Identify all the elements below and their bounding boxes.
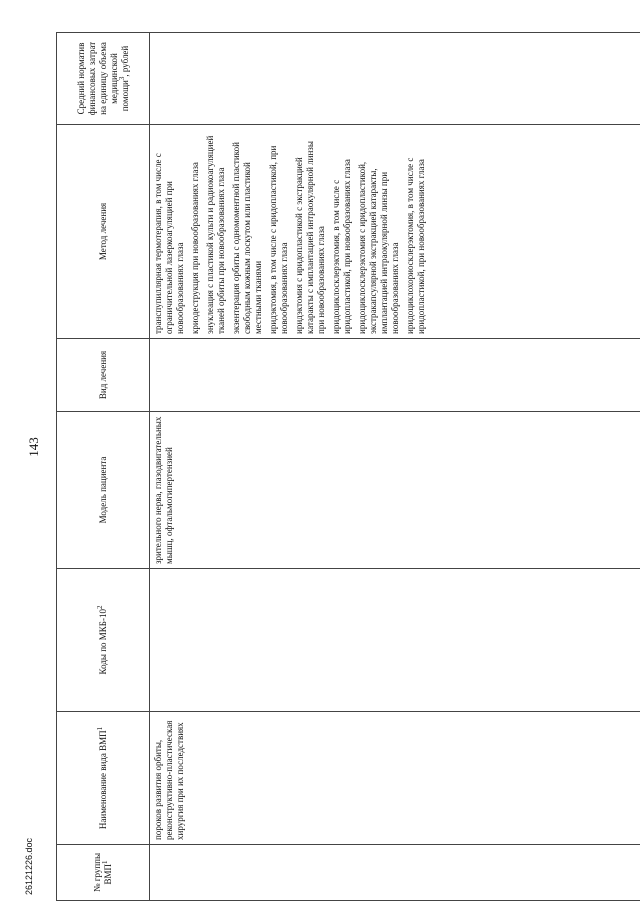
method-entry: энуклеация с пластикой культи и радиокоагуляцией тканей орбиты при новообразованиях глаза: [205, 135, 226, 334]
header-treatment-type: Вид лечения: [57, 339, 150, 412]
header-patient-model: Модель пациента: [57, 412, 150, 569]
cell-treatment-type: [150, 339, 640, 412]
method-entry: иридэктомия с иридопластикой с экстракцией катаракты с имплантацией интраокулярной линзы при новообразованиях глаза: [294, 141, 326, 334]
method-entry: иридэктомия, в том числе с иридопластикой, при новообразованиях глаза: [268, 145, 289, 334]
method-entry: криодеструкция при новообразованиях глаза: [190, 162, 200, 334]
vmp-table: [56, 32, 640, 901]
page-number: 143: [26, 437, 41, 457]
cell-icd-codes: [150, 569, 640, 712]
header-icd-codes: Коды по МКБ-$10^2$: [57, 569, 150, 712]
header-vmp-name: Наименование вида ВМП$^1$: [57, 712, 150, 845]
method-entry: иридоциклохориосклерэктомия, в том числе с иридопластикой, при новообразованиях глаза: [405, 157, 426, 334]
method-entry: транспупиллярная термотерапия, в том числе с ограничительной лазеркоагуляцией при новообразованиях глаза: [153, 153, 185, 334]
cell-patient-model: зрительного нерва, глазодвигательных мышц, офтальмогипертензией: [150, 412, 640, 569]
cell-group-no: [150, 845, 640, 901]
cell-treatment-method: [150, 125, 640, 339]
method-entry: иридоциклосклерэктомия, в том числе с иридопластикой, при новообразованиях глаза: [331, 159, 352, 334]
method-entry: экзентерация орбиты с одномоментной пластикой свободным кожным лоскутом или пластикой местными тканями: [231, 142, 263, 334]
method-entry: иридоциклосклерэктомия с иридопластикой, экстракапсулярной экстракцией катаракты, имплантацией интраокулярной линзы при новообразованиях глаза: [357, 161, 400, 334]
cell-vmp-name: пороков развития орбиты, реконструктивно-пластическая хирургия при их последствиях: [150, 712, 640, 845]
document-id: 26121226.doc: [24, 837, 34, 895]
header-group-no: № группы ВМП$^1$: [57, 845, 150, 901]
table-header-row: [57, 33, 150, 901]
header-avg-cost: Средний норматив финансовых затрат на единицу объема медицинской помощи$^3$, рублей: [57, 33, 150, 125]
table-row: [150, 33, 640, 901]
cell-avg-cost: [150, 33, 640, 125]
header-treatment-method: Метод лечения: [57, 125, 150, 339]
